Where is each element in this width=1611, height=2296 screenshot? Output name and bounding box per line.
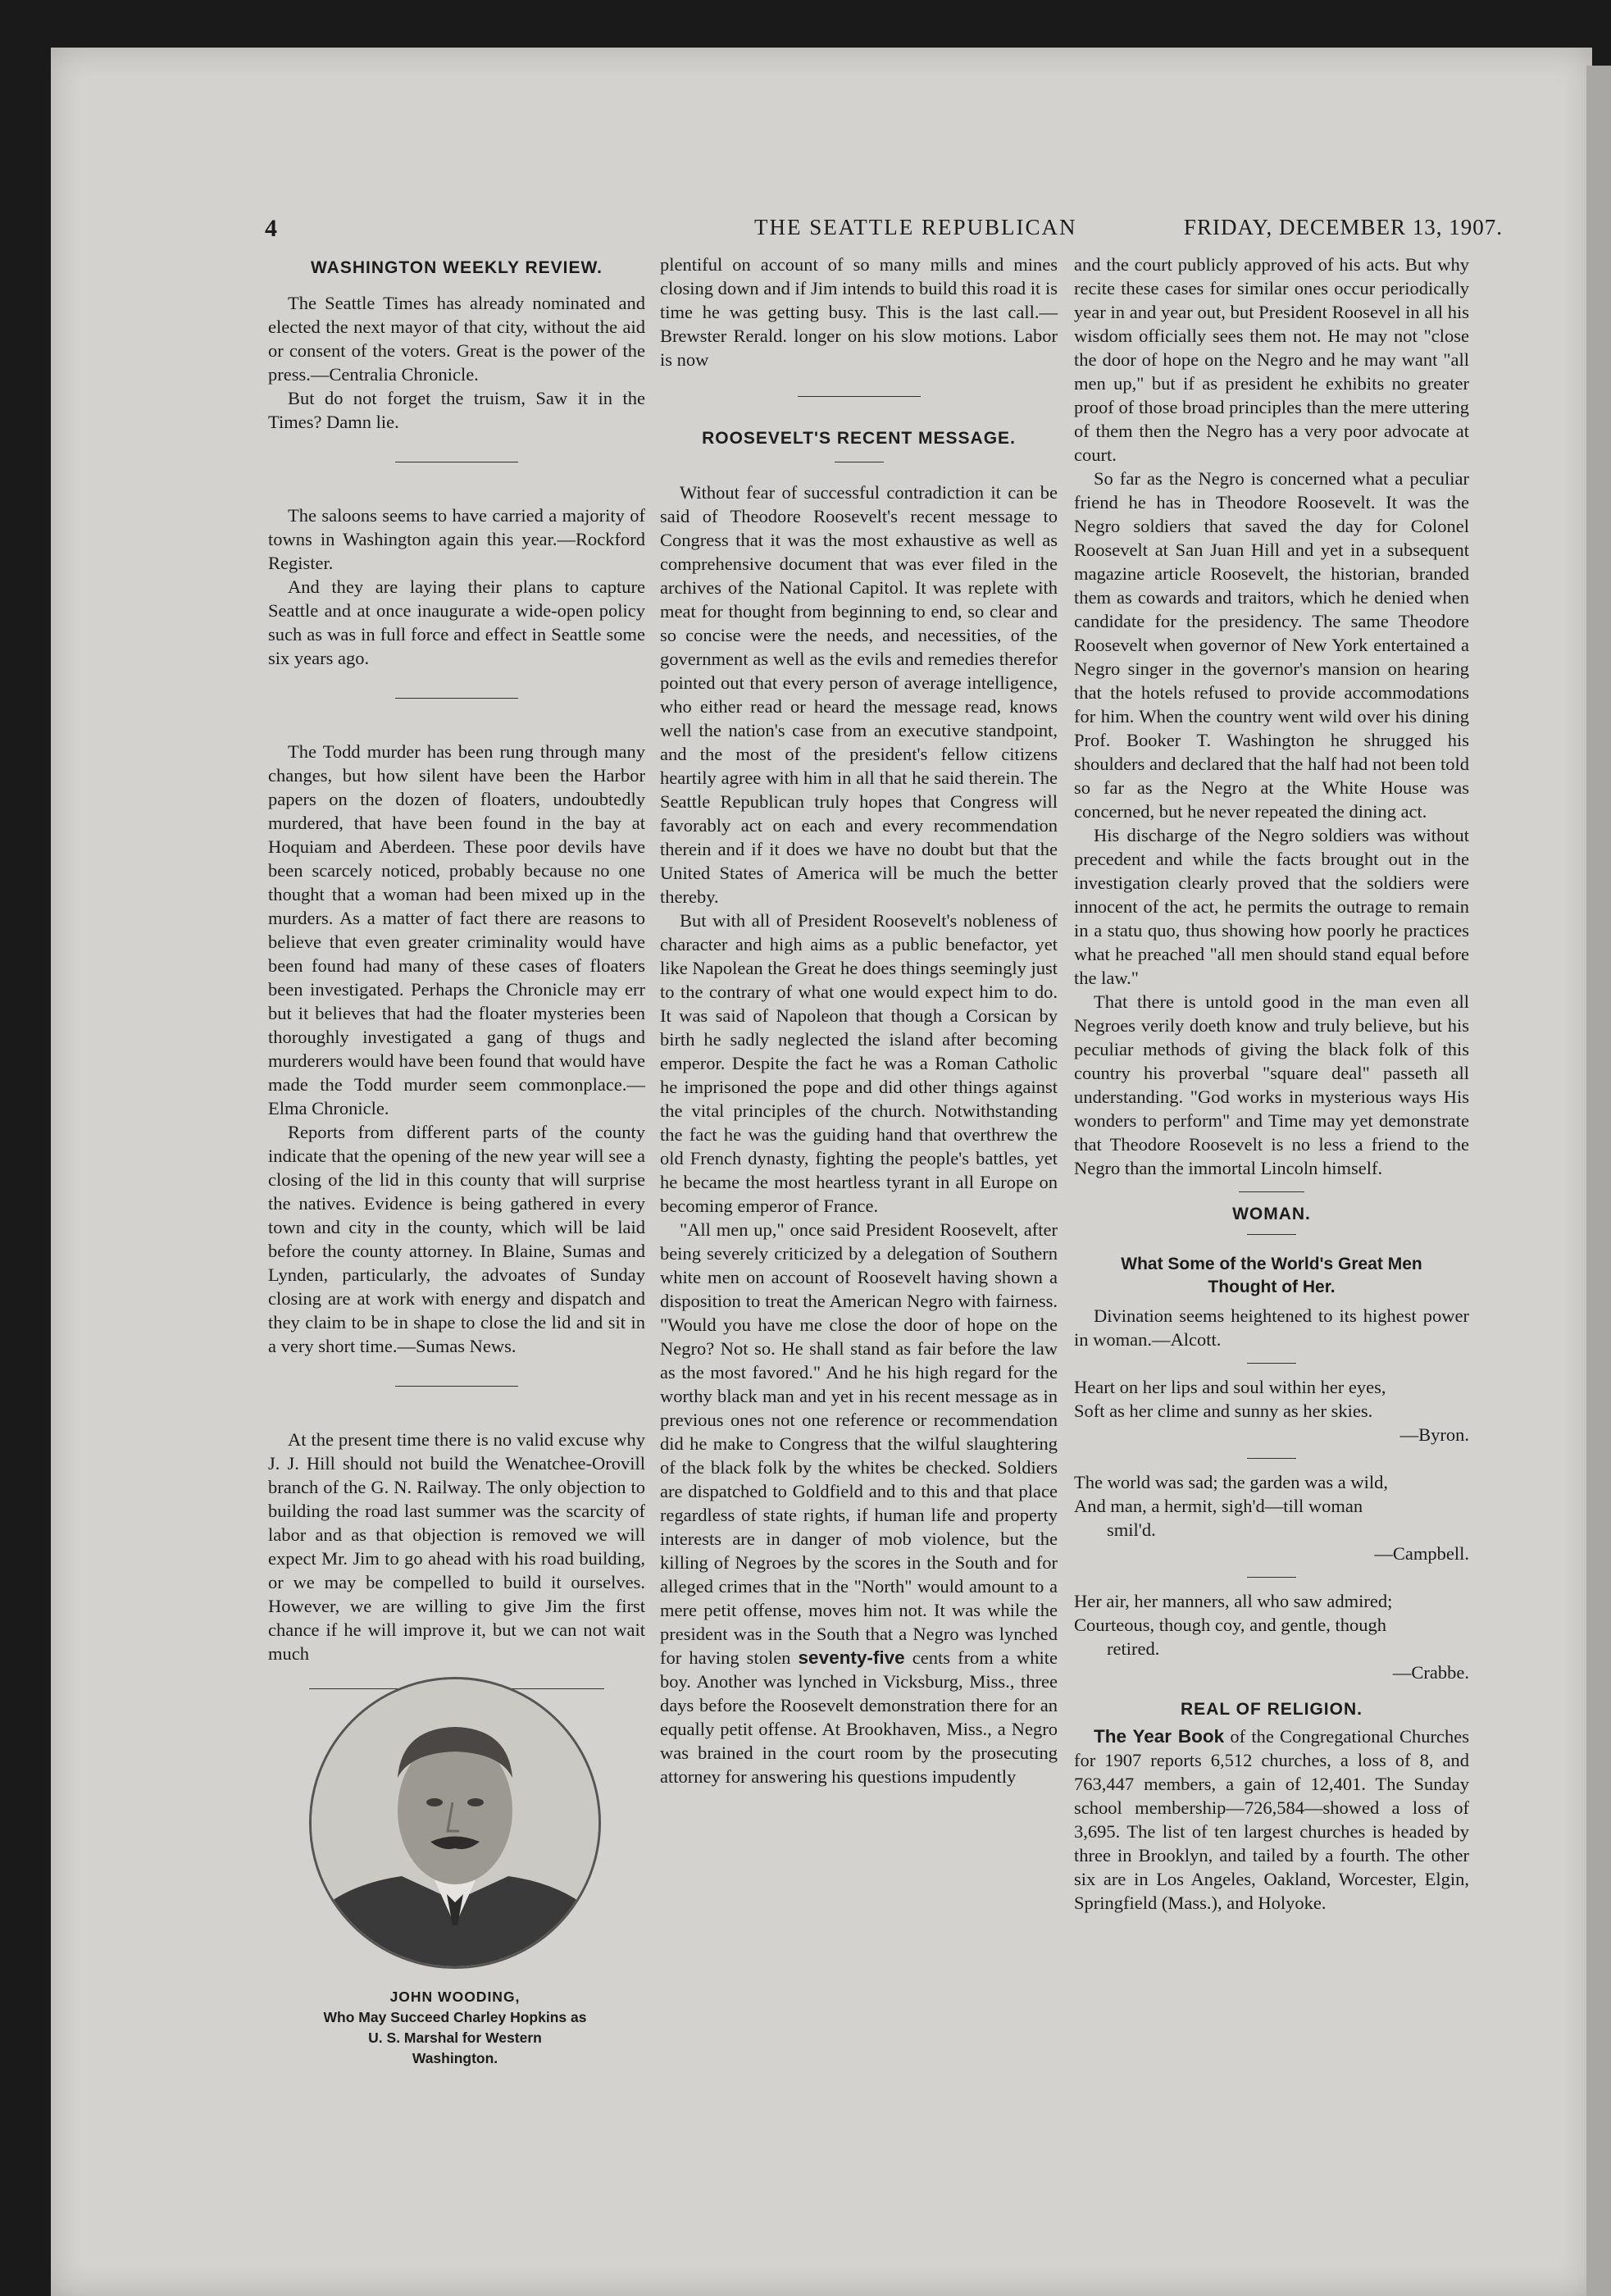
poem-line: Her air, her manners, all who saw admired; — [1074, 1591, 1393, 1611]
article-paragraph: The saloons seems to have carried a majority of towns in Washington again this year.—Rockford Register. — [268, 505, 645, 573]
text-span: "All men up," once said President Roosevelt, after being severely criticized by a delegation of Southern white men on account of Roosevelt having shown a disposition to treat the American Negro with fairness. "Would you have me close the door of hope on the Negro? Not so. He shall stand as fair before the law as the most favored." And he his high regard for the worthy black man and yet in his recent message as in previous ones not one reference or recommendation did he make to Congress that the wilful slaughtering of the black folk by the whites be checked. Soldiers are dispatched to Goldfield and to this and that place regardless of state rights, if human life and property interests are in danger of mob violence, but the killing of Negroes by the scores in the South and for alleged crimes that in the "North" would amount to a mere petit offense, moves him not. It was while the president was in the South that a Negro was lynched for having stolen — [660, 1219, 1058, 1668]
caption-line: Washington. — [412, 2050, 498, 2066]
subheading-line: What Some of the World's Great Men — [1121, 1255, 1422, 1273]
bold-text: The Year Book — [1094, 1726, 1225, 1747]
quote-attribution: —Byron. — [1399, 1424, 1469, 1445]
heading-real-of-religion: REAL OF RELIGION. — [1181, 1700, 1363, 1719]
caption-line: U. S. Marshal for Western — [368, 2029, 542, 2046]
newspaper-title: THE SEATTLE REPUBLICAN — [754, 215, 1077, 239]
quote-crabbe — [1074, 1589, 1469, 1660]
column-3 — [1074, 253, 1469, 1915]
article-paragraph: At the present time there is no valid excuse why J. J. Hill should not build the Wenatchee-Orovill branch of the G. N. Railway. The only objection to building the road last summer was the scarcity of labor and as that objection is removed we will expect Mr. Jim to go ahead with his road building, or we may be compelled to build it ourselves. However, we are willing to give Jim the first chance if he will improve it, but we can not wait much — [268, 1429, 645, 1664]
quote-byron — [1074, 1375, 1469, 1423]
article-paragraph: The Todd murder has been rung through many changes, but how silent have been the Harbor papers on the dozen of floaters, undoubtedly murdered, that have been found in the bay at Hoquiam and Aberdeen. These poor devils have been scarcely noticed, probably because no one thought that a woman had been mixed up in the murders. As a matter of fact there are reasons to believe that even greater criminality would have been found had many of these cases of floaters been investigated. Perhaps the Chronicle may err but it believes that had the floater mysteries been thoroughly investigated a gang of thugs and murderers would have been found that would have made the Todd murder seem commonplace.—Elma Chronicle. — [268, 741, 645, 1118]
portrait-photo — [309, 1677, 601, 1969]
quote-divider — [1247, 1458, 1296, 1459]
article-paragraph: But with all of President Roosevelt's nobleness of character and high aims as a public benefactor, yet like Napolean the Great he does things seemingly just to the contrary of what one would expect him to do. It was said of Napoleon that though a Corsican by birth he sadly neglected the island after becoming emperor. Despite the fact he was a Roman Catholic he imprisoned the pope and did other things against the vital principles of the church. Notwithstanding the fact he was the guiding hand that overthrew the old French dynasty, fighting the people's battles, yet he became the most heartless tyrant in all Europe on becoming emperor of France. — [660, 910, 1058, 1216]
subheading-woman — [1074, 1253, 1469, 1299]
text-span: of the Congregational Churches for 1907 reports 6,512 churches, a loss of 8, and 763,447 members, a gain of 12,401. The Sunday school membership—726,584—showed a loss of 3,695. The list of ten largest churches is headed by three in Brooklyn, and tailed by a fourth. The other six are in Los Angeles, Oakland, Worcester, Elgin, Springfield (Mass.), and Holyoke. — [1074, 1726, 1469, 1913]
article-paragraph — [660, 1218, 1058, 1788]
quote-divider — [1247, 1577, 1296, 1578]
quote-campbell — [1074, 1470, 1469, 1542]
poem-line: smil'd. — [1107, 1519, 1156, 1540]
section-divider — [1239, 1191, 1304, 1192]
poem-line: The world was sad; the garden was a wild, — [1074, 1472, 1389, 1492]
portrait-caption — [307, 1987, 603, 2069]
article-paragraph: Without fear of successful contradiction it can be said of Theodore Roosevelt's recent message to Congress that it was the most exhaustive as well as comprehensive document that was ever filed in the archives of the National Capitol. It was replete with meat for thought from beginning to end, so clear and so concise were the needs, and necessities, of the government as well as the evils and remedies therefor pointed out that every person of average intelligence, who either read or heard the message read, knows well the nation's case from an executive standpoint, and the most of the president's fellow citizens heartily agree with him in all that he said therein. The Seattle Republican truly hopes that Congress will favorably act on each and every recommendation therein and if it does we have no doubt but that the United States of America will be much the better thereby. — [660, 482, 1058, 907]
article-continuation: plentiful on account of so many mills and mines closing down and if Jim intends to build this road it is time he was getting busy. This is the last call.—Brewster Rerald. longer on his slow motions. Labor is now — [660, 254, 1058, 370]
article-paragraph: So far as the Negro is concerned what a peculiar friend he has in Theodore Roosevelt. It was the Negro soldiers that saved the day for Colonel Roosevelt at San Juan Hill and yet in a subsequent magazine article Roosevelt, the historian, branded them as cowards and traitors, which he denied when candidate for the presidency. The same Theodore Roosevelt when governor of New York entertained a Negro singer in the governor's mansion on hearing that the hotels refused to provide accommodations for him. When the country went wild over his dining Prof. Booker T. Washington he shrugged his shoulders and declared that the half had not been told so far as the Negro at the White House was concerned, but he never repeated the dining act. — [1074, 468, 1469, 822]
column-1 — [268, 253, 645, 1722]
caption-line: Who May Succeed Charley Hopkins as — [323, 2009, 587, 2025]
heading-woman: WOMAN. — [1232, 1205, 1311, 1223]
poem-line: Courteous, though coy, and gentle, though — [1074, 1615, 1386, 1635]
article-paragraph: His discharge of the Negro soldiers was without precedent and while the facts brought out in the investigation clearly proved that the soldiers were innocent of the act, he permits the outrage to remain in a statu quo, thus showing how poorly he practices what he preached "all men should stand equal before the law." — [1074, 825, 1469, 988]
quote-attribution: —Campbell. — [1374, 1543, 1469, 1564]
column-2 — [660, 253, 1058, 1788]
section-divider — [395, 698, 518, 699]
section-divider — [395, 1386, 518, 1387]
masthead — [265, 215, 1503, 244]
quote-divider — [1247, 1363, 1296, 1364]
heading-divider — [1247, 1234, 1296, 1235]
heading-roosevelts-recent-message: ROOSEVELT'S RECENT MESSAGE. — [702, 429, 1016, 448]
article-paragraph: But do not forget the truism, Saw it in the Times? Damn lie. — [268, 388, 645, 432]
page-edge — [1586, 66, 1611, 2296]
caption-name: JOHN WOODING, — [389, 1988, 521, 2005]
quote-attribution: —Crabbe. — [1392, 1662, 1469, 1683]
section-divider — [798, 396, 921, 397]
article-paragraph: That there is untold good in the man even all Negroes verily doeth know and truly believe, but his peculiar methods of giving the black folk of this country his proverbal "square deal" passeth all understanding. "God works in mysterious ways His wonders to perform" and Time may yet demonstrate that Theodore Roosevelt is no less a friend to the Negro than the immortal Lincoln himself. — [1074, 991, 1469, 1178]
portrait-block — [307, 1677, 603, 2069]
page-number: 4 — [265, 215, 278, 242]
heading-washington-weekly-review: WASHINGTON WEEKLY REVIEW. — [311, 258, 603, 277]
article-continuation: and the court publicly approved of his acts. But why recite these cases for similar ones occur periodically year in and year out, but President Roosevel in all his wisdom officially sees them not. He may not "close the door of hope on the Negro and he may want "all men up," but if as president he exhibits no greater proof of those broad principles than the mere uttering of them then the Negro has a very poor advocate at court. — [1074, 254, 1469, 465]
poem-line: retired. — [1107, 1638, 1160, 1659]
poem-line: Soft as her clime and sunny as her skies. — [1074, 1401, 1373, 1421]
poem-line: Heart on her lips and soul within her eyes, — [1074, 1377, 1386, 1397]
article-paragraph: The Seattle Times has already nominated and elected the next mayor of that city, without the aid or consent of the voters. Great is the power of the press.—Centralia Chronicle. — [268, 293, 645, 385]
article-paragraph — [1074, 1724, 1469, 1915]
bold-text: seventy-five — [798, 1647, 905, 1668]
quote-alcott: Divination seems heightened to its highest power in woman.—Alcott. — [1074, 1305, 1469, 1350]
issue-date: FRIDAY, DECEMBER 13, 1907. — [1183, 215, 1503, 239]
text-span: cents from a white boy. Another was lynched in Vicksburg, Miss., three days before the Roosevelt demonstration there for an equally petit offense. At Brookhaven, Miss., a Negro was brained in the court room by the prosecuting attorney for answering his questions impudently — [660, 1647, 1058, 1787]
subheading-line: Thought of Her. — [1208, 1278, 1336, 1296]
article-paragraph: Reports from different parts of the county indicate that the opening of the new year will see a closing of the lid in this county that will surprise the natives. Evidence is being gathered in every town and city in the county, which will be laid before the county attorney. In Blaine, Sumas and Lynden, particularly, the advoates of Sunday closing are at work with energy and dispatch and they claim to be in shape to close the lid and sit in a very short time.—Sumas News. — [268, 1122, 645, 1356]
poem-line: And man, a hermit, sigh'd—till woman — [1074, 1496, 1363, 1516]
article-paragraph: And they are laying their plans to capture Seattle and at once inaugurate a wide-open policy such as was in full force and effect in Seattle some six years ago. — [268, 576, 645, 668]
